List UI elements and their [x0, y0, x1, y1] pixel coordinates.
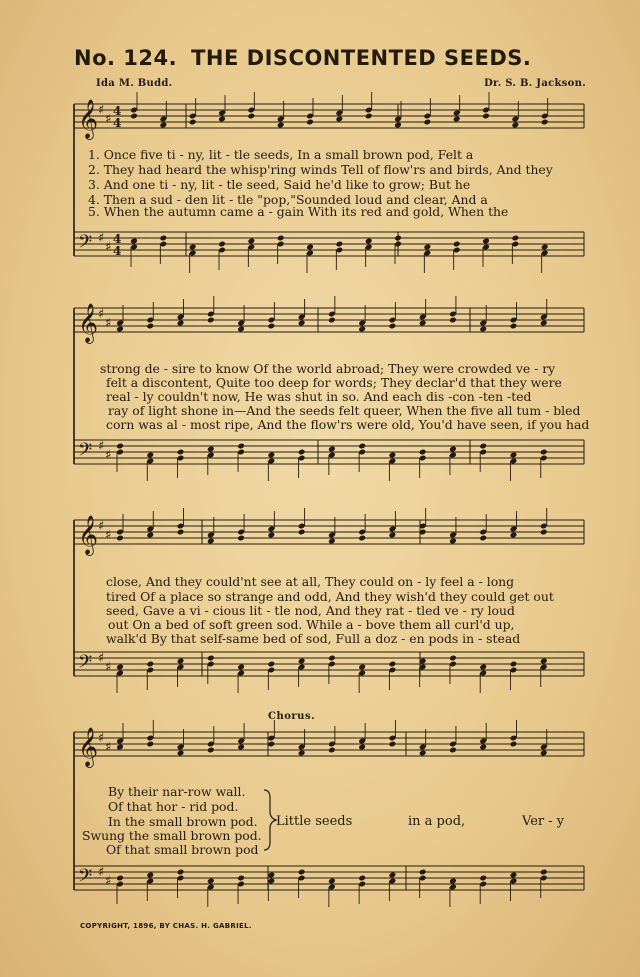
note-head	[237, 535, 245, 542]
note-head	[268, 532, 276, 539]
lyric-line: out On a bed of soft green sod. While a - bove them all curl'd up,	[108, 617, 515, 632]
lyric-line: ray of light shone in—And the seeds felt queer, When the five all tum - bled	[108, 403, 581, 418]
bass-clef-icon: 𝄢	[78, 866, 93, 891]
note-head	[177, 658, 185, 665]
note-head	[177, 449, 185, 456]
note-head	[365, 238, 373, 245]
note-head	[298, 750, 306, 757]
note-head	[394, 122, 402, 129]
note-head	[510, 532, 518, 539]
sharp-icon: ♯	[105, 660, 112, 675]
lyric-line: By their nar-row wall.	[108, 784, 246, 799]
lyric-line: walk'd By that self-same bed of sod, Full a doz - en pods in - stead	[106, 631, 521, 646]
note-head	[146, 323, 154, 330]
note-head	[277, 122, 285, 129]
note-head	[207, 538, 215, 545]
note-head	[540, 869, 548, 876]
note-head	[389, 323, 397, 330]
note-head	[130, 238, 138, 245]
note-head	[207, 878, 215, 885]
lyric-line: 2. They had heard the whisp'ring winds Tell of flow'rs and birds, And they	[88, 162, 553, 177]
note-head	[453, 241, 461, 248]
treble-clef-icon: 𝄞	[78, 515, 99, 555]
note-head	[449, 538, 457, 545]
note-head	[298, 658, 306, 665]
sharp-icon: ♯	[98, 865, 105, 880]
bass-clef-icon: 𝄢	[78, 440, 93, 465]
treble-clef-icon: 𝄞	[78, 727, 99, 767]
note-head	[479, 443, 487, 450]
lyric-line: 5. When the autumn came a - gain With its red and gold, When the	[88, 204, 509, 219]
lyricist-credit: Ida M. Budd.	[96, 78, 173, 89]
note-head	[248, 238, 256, 245]
note-head	[116, 443, 124, 450]
chorus-label: Chorus.	[268, 711, 316, 722]
note-head	[146, 741, 154, 748]
note-head	[328, 747, 336, 754]
note-head	[449, 655, 457, 662]
note-head	[277, 235, 285, 242]
note-head	[328, 446, 336, 453]
note-head	[298, 449, 306, 456]
note-head	[146, 452, 154, 459]
sharp-icon: ♯	[98, 519, 105, 534]
bass-clef-icon: 𝄢	[78, 652, 93, 677]
note-head	[237, 875, 245, 882]
note-head	[268, 323, 276, 330]
note-head	[358, 443, 366, 450]
sharp-icon: ♯	[98, 731, 105, 746]
note-head	[160, 122, 168, 129]
refrain-word: in a pod,	[408, 814, 466, 829]
note-head	[358, 664, 366, 671]
time-signature: 4	[113, 232, 122, 246]
hymn-name: THE DISCONTENTED SEEDS.	[191, 46, 532, 70]
note-head	[336, 116, 344, 123]
note-head	[540, 320, 548, 327]
note-head	[540, 529, 548, 536]
note-head	[479, 664, 487, 671]
note-head	[207, 317, 215, 324]
note-head	[389, 661, 397, 668]
note-head	[449, 317, 457, 324]
note-head	[268, 741, 276, 748]
note-head	[237, 664, 245, 671]
composer-credit: Dr. S. B. Jackson.	[484, 78, 586, 89]
note-head	[541, 119, 549, 126]
note-head	[479, 744, 487, 751]
note-head	[218, 241, 226, 248]
note-head	[218, 116, 226, 123]
note-head	[237, 443, 245, 450]
sharp-icon: ♯	[105, 448, 112, 463]
lyric-line: Of that hor - rid pod.	[108, 799, 239, 814]
note-head	[207, 655, 215, 662]
lyric-line: Of that small brown pod	[106, 842, 259, 857]
note-head	[328, 538, 336, 545]
note-head	[358, 875, 366, 882]
sharp-icon: ♯	[105, 112, 112, 127]
refrain-word: Little seeds	[276, 814, 353, 829]
note-head	[177, 529, 185, 536]
note-head	[306, 244, 314, 251]
note-head	[328, 878, 336, 885]
note-head	[268, 452, 276, 459]
note-head	[177, 320, 185, 327]
sharp-icon: ♯	[98, 103, 105, 118]
note-head	[419, 750, 427, 757]
note-head	[177, 869, 185, 876]
treble-clef-icon: 𝄞	[78, 99, 99, 139]
note-head	[146, 532, 154, 539]
note-head	[449, 747, 457, 754]
note-head	[116, 664, 124, 671]
note-head	[116, 744, 124, 751]
note-head	[306, 119, 314, 126]
note-head	[394, 235, 402, 242]
note-head	[358, 744, 366, 751]
note-head	[419, 320, 427, 327]
bass-clef-icon: 𝄢	[78, 232, 93, 257]
lyric-line: Swung the small brown pod.	[82, 828, 262, 843]
sharp-icon: ♯	[105, 528, 112, 543]
note-head	[510, 741, 518, 748]
lyric-line: 4. Then a sud - den lit - tle "pop,"Sounded loud and clear, And a	[88, 192, 488, 207]
sharp-icon: ♯	[105, 740, 112, 755]
time-signature: 4	[113, 104, 122, 118]
refrain-word: Ver - y	[522, 814, 565, 829]
note-head	[189, 244, 197, 251]
note-head	[268, 872, 276, 879]
note-head	[449, 446, 457, 453]
note-head	[160, 235, 168, 242]
lyric-line: corn was al - most ripe, And the flow'rs were old, You'd have seen, if you had	[106, 417, 590, 432]
sharp-icon: ♯	[98, 307, 105, 322]
treble-clef-icon: 𝄞	[78, 303, 99, 343]
note-head	[177, 750, 185, 757]
note-head	[298, 869, 306, 876]
note-head	[510, 872, 518, 879]
note-head	[130, 113, 138, 120]
note-head	[237, 326, 245, 333]
note-head	[449, 878, 457, 885]
note-head	[389, 532, 397, 539]
note-head	[479, 326, 487, 333]
note-head	[358, 326, 366, 333]
lyric-line: close, And they could'nt see at all, They could on - ly feel a - long	[106, 574, 515, 589]
time-signature: 4	[113, 116, 122, 130]
note-head	[482, 113, 490, 120]
note-head	[237, 744, 245, 751]
note-head	[389, 452, 397, 459]
note-head	[541, 244, 549, 251]
sharp-icon: ♯	[98, 439, 105, 454]
note-head	[116, 326, 124, 333]
copyright-notice: COPYRIGHT, 1896, BY CHAS. H. GABRIEL.	[80, 922, 252, 930]
note-head	[510, 452, 518, 459]
note-head	[116, 535, 124, 542]
lyric-line: real - ly couldn't now, He was shut in so. And each dis -con -ten -ted	[106, 389, 532, 404]
note-head	[512, 235, 520, 242]
lyric-line: felt a discontent, Quite too deep for words; They declar'd that they were	[106, 375, 562, 390]
sharp-icon: ♯	[98, 231, 105, 246]
note-head	[207, 446, 215, 453]
note-head	[268, 661, 276, 668]
note-head	[189, 119, 197, 126]
note-head	[419, 869, 427, 876]
note-head	[328, 317, 336, 324]
note-head	[424, 244, 432, 251]
note-head	[328, 655, 336, 662]
note-head	[146, 872, 154, 879]
lyric-line: 3. And one ti - ny, lit - tle seed, Said he'd like to grow; But he	[88, 177, 471, 192]
note-head	[479, 535, 487, 542]
note-head	[419, 449, 427, 456]
lyric-line: strong de - sire to know Of the world abroad; They were crowded ve - ry	[100, 361, 556, 376]
lyrics-brace	[264, 790, 276, 850]
note-head	[248, 113, 256, 120]
sharp-icon: ♯	[98, 651, 105, 666]
note-head	[389, 741, 397, 748]
lyric-line: 1. Once five ti - ny, lit - tle seeds, In a small brown pod, Felt a	[88, 147, 474, 162]
note-head	[540, 658, 548, 665]
lyric-line: tired Of a place so strange and odd, And they wish'd they could get out	[106, 589, 554, 604]
note-head	[540, 449, 548, 456]
note-head	[146, 661, 154, 668]
note-head	[510, 323, 518, 330]
time-signature: 4	[113, 244, 122, 258]
note-head	[512, 122, 520, 129]
lyric-line: In the small brown pod.	[108, 814, 258, 829]
hymn-number: No. 124.	[74, 46, 178, 70]
note-head	[298, 529, 306, 536]
sharp-icon: ♯	[105, 874, 112, 889]
note-head	[116, 875, 124, 882]
note-head	[482, 238, 490, 245]
note-head	[365, 113, 373, 120]
note-head	[424, 119, 432, 126]
note-head	[336, 241, 344, 248]
note-head	[207, 747, 215, 754]
note-head	[453, 116, 461, 123]
note-head	[479, 875, 487, 882]
note-head	[358, 535, 366, 542]
note-head	[540, 750, 548, 757]
note-head	[298, 320, 306, 327]
lyric-line: seed, Gave a vi - cious lit - tle nod, And they rat - tled ve - ry loud	[106, 603, 515, 618]
note-head	[510, 661, 518, 668]
note-head	[389, 872, 397, 879]
sharp-icon: ♯	[105, 240, 112, 255]
sharp-icon: ♯	[105, 316, 112, 331]
